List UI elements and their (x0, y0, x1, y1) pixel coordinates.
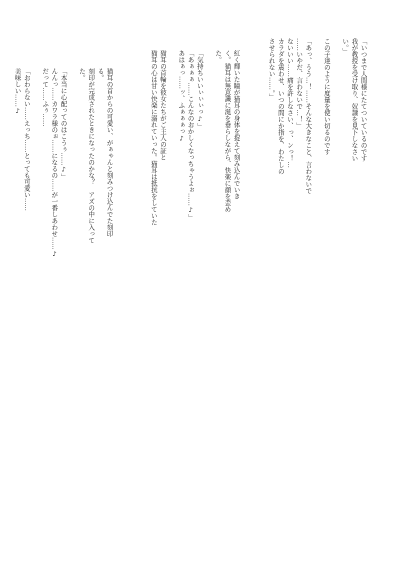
text-line: あはぁっ……ッ、ふぁぁぁっ♪ (177, 50, 186, 143)
text-line: 我が教授を受け取り、奴隷を見下しなさい (350, 38, 359, 162)
text-lines-middle (141, 50, 241, 520)
text-line (167, 50, 176, 520)
text-line: ないいい……痛を許しなさい、っ、ンっ！… (285, 38, 294, 168)
text-line (331, 38, 340, 518)
text-line (141, 50, 149, 520)
text-line: 紅く輝いた瞳が猫耳の身体を捉えて刻み込んでいき (232, 50, 241, 200)
text-line: 「気持ちいいぃぃぃっ♪」 (195, 50, 204, 130)
text-line: 猫耳の首輪を彼女たちがご主人の証と (158, 50, 167, 161)
text-column-left (12, 68, 132, 520)
text-lines-left (12, 68, 114, 520)
text-line: 「あぁぁぁ……こんなのおかしくなっちゃうよぉ……♪」 (186, 50, 195, 221)
text-line: 「本当に心配ってのはこうぅ……♪」 (59, 68, 68, 181)
text-line: この子達のように度量を使い切るのです (322, 38, 331, 155)
text-line: た。 (77, 68, 86, 81)
text-line: させられない……。」 (268, 38, 276, 100)
text-line: ……いやだ、言わないで…！」 (295, 38, 304, 129)
text-line: 「いつまで人間様にたてついているのです (359, 38, 368, 162)
text-column-right (268, 38, 386, 518)
text-line (31, 68, 40, 520)
text-line: く。猫耳は無意識に涎を垂らしながら、快楽に顔を歪め (223, 50, 232, 213)
text-line (204, 50, 213, 520)
text-line: 「おわらない……えっち……とっても可愛い…… (22, 68, 31, 211)
text-line: 刻印が完成されたときになったのかな？ アズの中に入って (87, 68, 96, 244)
text-line: 猫耳の首からの可愛い、がぁゃんと刻みつけ込んでた刻印 (105, 68, 114, 237)
text-line: んんっ……カワラ様のぉ……になるの……が一番しあわせ……♪ (50, 68, 59, 259)
text-line: カラダを震わせ、いつの間にか指を、わたしの (276, 38, 285, 175)
text-line: 「あっ、うう…！……そんな大きなこと、言わないで (304, 38, 313, 194)
text-line: 美味しい……♪ (13, 68, 22, 116)
text-line: 猫耳の心は甘い快楽に溺れていった。猫耳は抵抗をしていた (149, 50, 158, 226)
text-line (312, 38, 321, 518)
text-line: だって……ふぅ…… (41, 68, 50, 127)
text-lines-right (268, 38, 368, 518)
text-line: る。 (96, 68, 105, 81)
text-column-middle (141, 50, 259, 520)
text-line (68, 68, 77, 520)
text-line: い。」 (341, 38, 350, 55)
text-line: た。 (214, 50, 223, 63)
